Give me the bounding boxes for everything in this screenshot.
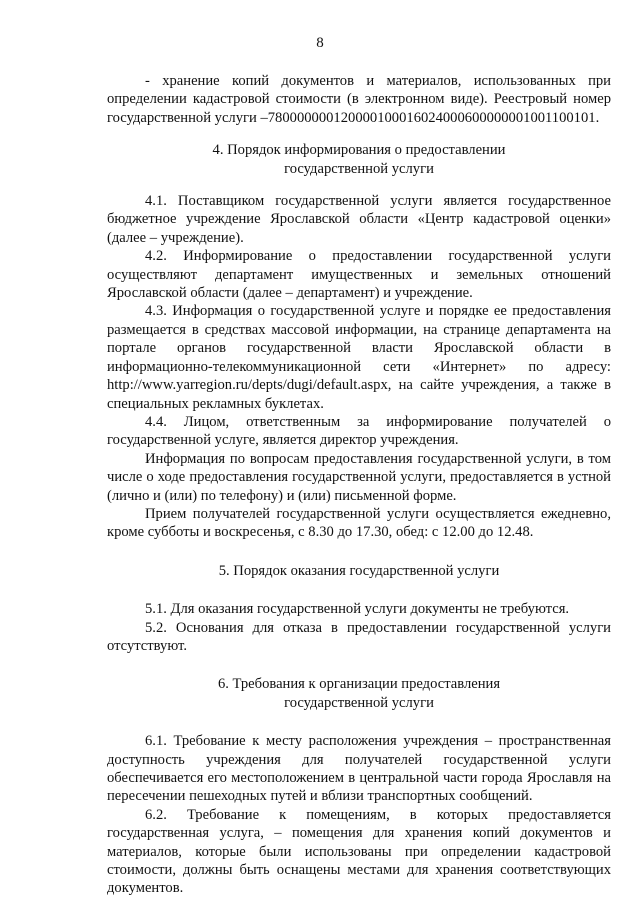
section-4-heading-line2: государственной услуги <box>284 160 434 177</box>
paragraph-5-2: 5.2. Основания для отказа в предоставлении государственной услуги отсутствуют. <box>107 619 611 654</box>
section-4-heading <box>107 141 611 178</box>
paragraph-6-1: 6.1. Требование к месту расположения учреждения – пространственная доступность учреждения для получателей государственной услуги обеспечивается его местоположением в центральной части города Ярославля на пересечении пешеходных путей и вблизи транспортных сообщений. <box>107 733 611 805</box>
section-5-heading: 5. Порядок оказания государственной услуги <box>218 562 500 579</box>
section-6-heading-line2: государственной услуги <box>284 694 434 711</box>
paragraph-6-2: 6.2. Требование к помещениям, в которых предоставляется государственная услуга, – помещения для хранения копий документов и материалов, которые были использованы при определении кадастровой стоимости, должны быть оснащены местами для хранения соответствующих документов. <box>107 806 611 897</box>
paragraph-4-4: 4.4. Лицом, ответственным за информирование получателей о государственной услуге, является директор учреждения. <box>107 413 611 449</box>
paragraph-storage-copies: - хранение копий документов и материалов, использованных при определении кадастровой стоимости (в электронном виде). Реестровый номер государственной услуги –780000000120000100016024000600000001001100101. <box>107 73 611 126</box>
paragraph-5-1: 5.1. Для оказания государственной услуги документы не требуются. <box>145 601 570 618</box>
paragraph-4-info: Информация по вопросам предоставления государственной услуги, в том числе о ходе предоставления государственной услуги, предоставляется в устной (лично и (или) по телефону) и (или) письменной форме. <box>107 450 611 504</box>
document-body <box>107 72 611 898</box>
paragraph-4-hours: Прием получателей государственной услуги осуществляется ежедневно, кроме субботы и воскресенья, с 8.30 до 17.30, обед: с 12.00 до 12.48. <box>107 505 611 541</box>
paragraph-4-1: 4.1. Поставщиком государственной услуги является государственное бюджетное учреждение Ярославской области «Центр кадастровой оценки» (далее – учреждение). <box>107 193 611 246</box>
paragraph-4-2: 4.2. Информирование о предоставлении государственной услуги осуществляют департамент имущественных и земельных отношений Ярославской области (далее – департамент) и учреждение. <box>107 248 611 302</box>
page-number: 8 <box>316 35 324 51</box>
section-4-heading-line1: 4. Порядок информирования о предоставлении <box>212 142 506 159</box>
paragraph-4-3: 4.3. Информация о государственной услуге и порядке ее предоставления размещается в средствах массовой информации, на странице департамента на портале органов государственной власти Ярославской области в информационно-телекоммуникационной сети «Интернет» по адресу: http://www.yarregion.ru/depts/dugi/default.aspx, на сайте учреждения, а также в специальных рекламных буклетах. <box>107 303 611 412</box>
section-6-heading-line1: 6. Требования к организации предоставления <box>217 676 501 693</box>
section-6-heading <box>107 675 611 712</box>
